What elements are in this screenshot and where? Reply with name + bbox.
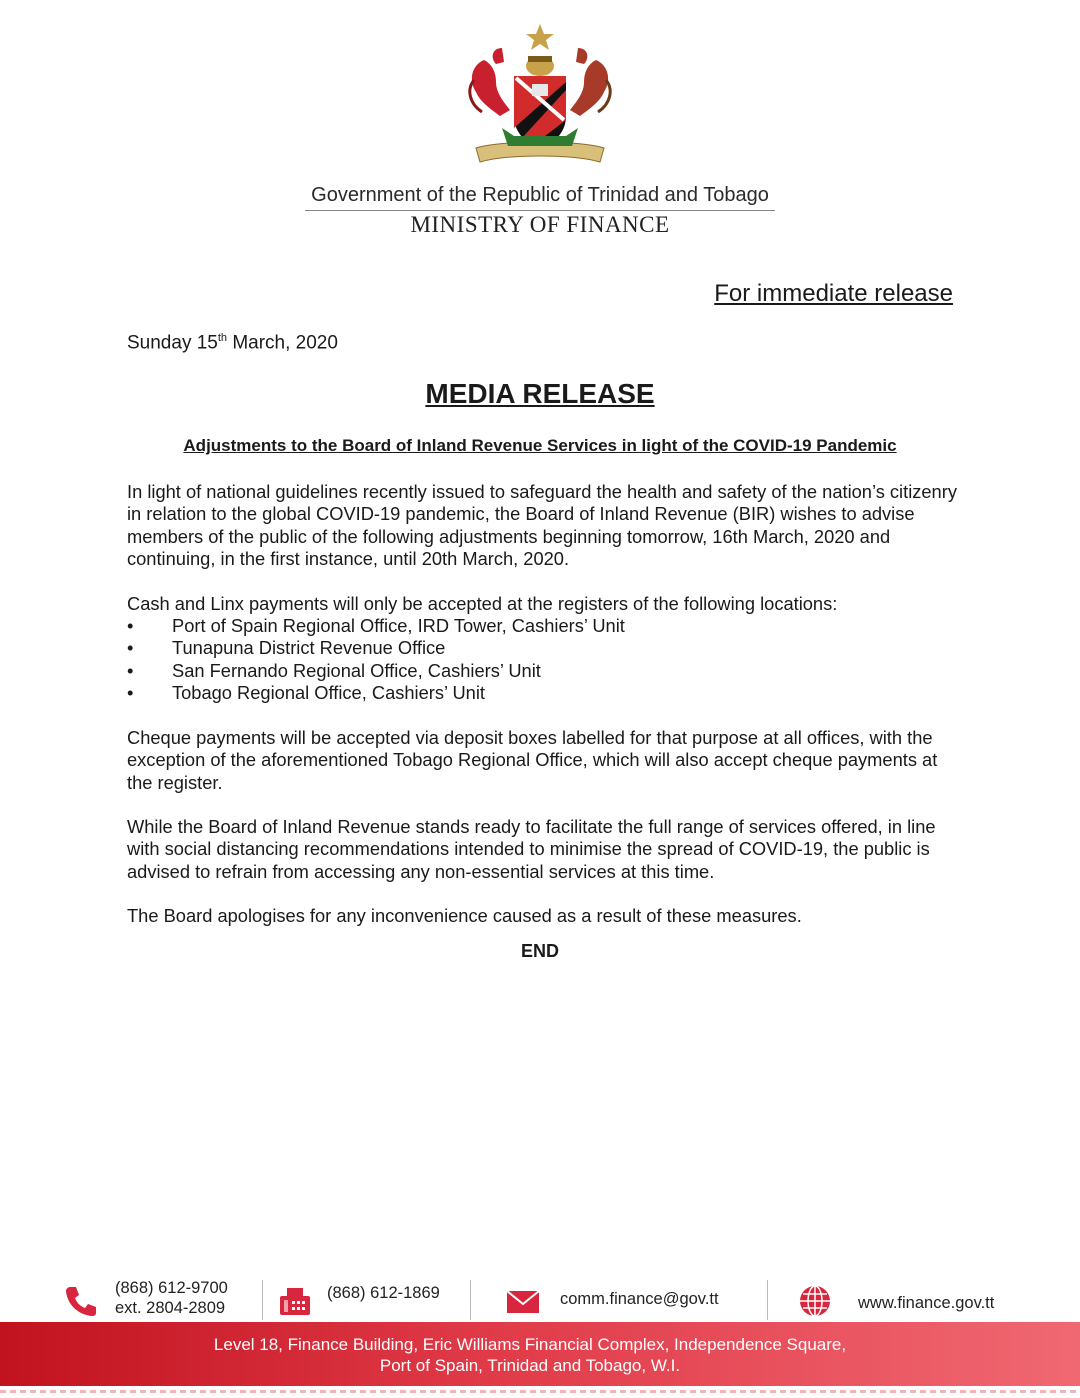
government-heading: Government of the Republic of Trinidad and Tobago bbox=[311, 184, 769, 206]
bullet-icon: • bbox=[127, 615, 134, 636]
footer-divider bbox=[470, 1280, 471, 1320]
ministry-heading: MINISTRY OF FINANCE bbox=[410, 212, 670, 237]
paragraph-payments: Cash and Linx payments will only be accepted at the registers of the following locations: bbox=[127, 593, 838, 614]
email-contact[interactable]: comm.finance@gov.tt bbox=[560, 1290, 719, 1308]
coat-of-arms-icon bbox=[462, 20, 618, 170]
paragraph-guidelines: In light of national guidelines recently issued to safeguard the health and safety of the nation’s citizenry in relation to the global COVID-19 pandemic, the Board of Inland Revenue (BIR) wishes to advise members of the public of the following adjustments beginning tomorrow, 16th March, 2020 and continuing, in the first instance, until 20th March, 2020. bbox=[127, 481, 957, 569]
footer-divider bbox=[262, 1280, 263, 1320]
release-date: Sunday 15th March, 2020 bbox=[127, 332, 338, 354]
paragraph-distancing: While the Board of Inland Revenue stands ready to facilitate the full range of services offered, in line with social distancing recommendations intended to minimise the spread of COVID-19, the public is advised to refrain from accessing any non-essential services at this time. bbox=[127, 816, 936, 882]
footer-divider bbox=[767, 1280, 768, 1320]
bullet-icon: • bbox=[127, 681, 134, 703]
header-divider bbox=[305, 210, 775, 211]
website-contact[interactable]: www.finance.gov.tt bbox=[858, 1294, 995, 1312]
globe-icon bbox=[798, 1284, 832, 1318]
phone-icon bbox=[64, 1284, 98, 1318]
fax-contact: (868) 612-1869 bbox=[327, 1284, 440, 1302]
document-title: MEDIA RELEASE bbox=[425, 378, 655, 409]
end-marker: END bbox=[520, 941, 559, 961]
bullet-icon: • bbox=[127, 637, 134, 659]
envelope-icon bbox=[506, 1290, 540, 1314]
fax-icon bbox=[278, 1286, 312, 1316]
bullet-icon: • bbox=[127, 659, 134, 681]
release-flag: For immediate release bbox=[714, 280, 953, 307]
list-item: • San Fernando Regional Office, Cashiers’ Unit bbox=[127, 659, 541, 681]
list-item: • Tunapuna District Revenue Office bbox=[127, 637, 446, 659]
footer-address: Level 18, Finance Building, Eric Williams Financial Complex, Independence Square, Port of Spain, Trinidad and Tobago, W.I. bbox=[213, 1335, 847, 1375]
list-item: • Tobago Regional Office, Cashiers’ Unit bbox=[127, 681, 485, 703]
footer-dash-border bbox=[0, 1390, 1080, 1393]
location-list bbox=[127, 615, 625, 704]
list-item: • Port of Spain Regional Office, IRD Tower, Cashiers’ Unit bbox=[127, 615, 625, 636]
paragraph-apology: The Board apologises for any inconvenience caused as a result of these measures. bbox=[127, 905, 802, 926]
document-subject: Adjustments to the Board of Inland Revenue Services in light of the COVID-19 Pandemic bbox=[183, 436, 897, 455]
phone-contact: (868) 612-9700 ext. 2804-2809 bbox=[115, 1279, 228, 1317]
paragraph-cheques: Cheque payments will be accepted via deposit boxes labelled for that purpose at all offices, with the exception of the aforementioned Tobago Regional Office, which will also accept cheque payments at the register. bbox=[127, 727, 938, 793]
